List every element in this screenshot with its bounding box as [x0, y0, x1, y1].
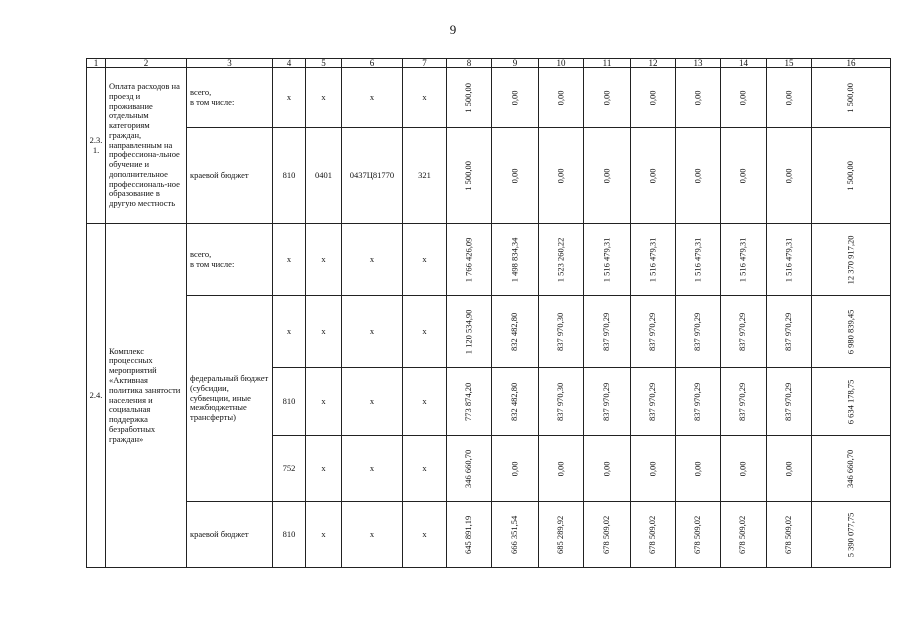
amount-text: 0,00: [601, 90, 612, 105]
header-row: [87, 59, 891, 68]
amount-cell: [631, 502, 676, 568]
amount-cell: [812, 224, 891, 296]
item-code: 2.4.: [87, 224, 106, 568]
amount-text: 773 874,20: [463, 382, 474, 421]
header-cell: 6: [342, 59, 403, 68]
amount-text: 1 523 260,22: [555, 237, 566, 282]
amount-text: 0,00: [737, 461, 748, 476]
amount-cell: [812, 128, 891, 224]
amount-cell: [721, 296, 767, 368]
amount-cell: [721, 224, 767, 296]
item-name: Оплата расходов на проезд и проживание отдельным категориям граждан, направленным на профессиона-льное обучение и дополнительное профессиональ-ное образование в другую местность: [106, 68, 187, 224]
amount-text: 0,00: [509, 461, 520, 476]
header-cell: 16: [812, 59, 891, 68]
amount-text: 837 970,29: [647, 382, 658, 421]
amount-cell: [447, 436, 492, 502]
amount-text: 346 660,70: [845, 449, 856, 488]
amount-cell: [492, 128, 539, 224]
header-cell: 2: [106, 59, 187, 68]
section-code: х: [306, 502, 342, 568]
amount-cell: [539, 296, 584, 368]
amount-cell: [767, 436, 812, 502]
amount-cell: [767, 224, 812, 296]
amount-text: 666 351,54: [509, 515, 520, 554]
amount-text: 12 370 917,20: [845, 235, 856, 284]
budget-table: [86, 58, 891, 568]
amount-text: 837 970,29: [692, 382, 703, 421]
expense-type-code: х: [403, 436, 447, 502]
amount-cell: [812, 368, 891, 436]
header-cell: 12: [631, 59, 676, 68]
amount-text: 1 516 479,31: [647, 237, 658, 282]
amount-text: 832 482,80: [509, 382, 520, 421]
header-cell: 7: [403, 59, 447, 68]
admin-code: 810: [273, 502, 306, 568]
target-code: х: [342, 224, 403, 296]
amount-cell: [492, 68, 539, 128]
amount-text: 837 970,29: [601, 382, 612, 421]
amount-cell: [584, 436, 631, 502]
admin-code: х: [273, 224, 306, 296]
amount-cell: [539, 224, 584, 296]
admin-code: х: [273, 68, 306, 128]
target-code: 0437Ц81770: [342, 128, 403, 224]
amount-text: 0,00: [692, 90, 703, 105]
amount-cell: [631, 224, 676, 296]
amount-cell: [812, 68, 891, 128]
amount-cell: [492, 296, 539, 368]
target-code: х: [342, 502, 403, 568]
table-row: [87, 224, 891, 296]
header-cell: 15: [767, 59, 812, 68]
amount-cell: [447, 368, 492, 436]
amount-cell: [676, 436, 721, 502]
amount-text: 1 516 479,31: [737, 237, 748, 282]
amount-cell: [492, 436, 539, 502]
section-code: х: [306, 68, 342, 128]
amount-cell: [447, 68, 492, 128]
amount-cell: [721, 128, 767, 224]
amount-text: 1 766 426,09: [463, 237, 474, 282]
amount-text: 0,00: [555, 90, 566, 105]
amount-text: 1 500,00: [845, 160, 856, 191]
amount-text: 0,00: [509, 168, 520, 183]
amount-cell: [767, 296, 812, 368]
amount-text: 837 970,29: [737, 312, 748, 351]
amount-cell: [721, 368, 767, 436]
amount-cell: [492, 368, 539, 436]
table-row: [87, 128, 891, 224]
section-code: х: [306, 436, 342, 502]
amount-text: 1 516 479,31: [692, 237, 703, 282]
header-cell: 11: [584, 59, 631, 68]
amount-text: 0,00: [555, 461, 566, 476]
amount-cell: [492, 502, 539, 568]
section-code: х: [306, 224, 342, 296]
header-cell: 5: [306, 59, 342, 68]
amount-cell: [584, 68, 631, 128]
amount-text: 832 482,80: [509, 312, 520, 351]
expense-type-code: х: [403, 368, 447, 436]
target-code: х: [342, 68, 403, 128]
amount-text: 0,00: [555, 168, 566, 183]
amount-cell: [767, 368, 812, 436]
amount-cell: [767, 502, 812, 568]
amount-cell: [721, 502, 767, 568]
funding-source: краевой бюджет: [187, 128, 273, 224]
amount-text: 6 980 839,45: [845, 309, 856, 354]
item-name: Комплекс процессных мероприятий «Активная политика занятости населения и социальная поддержка безработных граждан»: [106, 224, 187, 568]
amount-text: 0,00: [692, 168, 703, 183]
amount-cell: [631, 296, 676, 368]
amount-text: 678 509,02: [601, 515, 612, 554]
amount-text: 645 891,19: [463, 515, 474, 554]
amount-cell: [631, 436, 676, 502]
amount-text: 0,00: [509, 90, 520, 105]
expense-type-code: х: [403, 68, 447, 128]
amount-cell: [584, 224, 631, 296]
item-code: 2.3. 1.: [87, 68, 106, 224]
amount-cell: [676, 68, 721, 128]
header-cell: 9: [492, 59, 539, 68]
amount-text: 0,00: [647, 461, 658, 476]
amount-cell: [631, 68, 676, 128]
expense-type-code: х: [403, 502, 447, 568]
amount-text: 1 500,00: [463, 82, 474, 113]
amount-text: 0,00: [647, 90, 658, 105]
table-row: [87, 68, 891, 128]
admin-code: 752: [273, 436, 306, 502]
header-cell: 13: [676, 59, 721, 68]
amount-text: 1 500,00: [845, 82, 856, 113]
amount-cell: [539, 502, 584, 568]
amount-cell: [676, 296, 721, 368]
amount-text: 837 970,29: [647, 312, 658, 351]
amount-cell: [767, 68, 812, 128]
amount-text: 0,00: [647, 168, 658, 183]
amount-cell: [631, 368, 676, 436]
table-row: [87, 502, 891, 568]
amount-text: 5 390 077,75: [845, 512, 856, 557]
amount-text: 0,00: [783, 461, 794, 476]
funding-source: краевой бюджет: [187, 502, 273, 568]
amount-cell: [539, 68, 584, 128]
amount-cell: [447, 502, 492, 568]
amount-text: 678 509,02: [783, 515, 794, 554]
header-cell: 14: [721, 59, 767, 68]
amount-text: 837 970,29: [783, 312, 794, 351]
amount-text: 678 509,02: [692, 515, 703, 554]
amount-text: 1 500,00: [463, 160, 474, 191]
amount-text: 678 509,02: [647, 515, 658, 554]
amount-cell: [676, 368, 721, 436]
amount-cell: [492, 224, 539, 296]
amount-text: 678 509,02: [737, 515, 748, 554]
admin-code: х: [273, 296, 306, 368]
amount-cell: [584, 368, 631, 436]
amount-text: 0,00: [737, 168, 748, 183]
amount-text: 0,00: [783, 90, 794, 105]
header-cell: 10: [539, 59, 584, 68]
amount-text: 0,00: [601, 168, 612, 183]
amount-text: 1 498 834,34: [509, 237, 520, 282]
amount-cell: [539, 128, 584, 224]
section-code: х: [306, 368, 342, 436]
amount-text: 346 660,70: [463, 449, 474, 488]
amount-cell: [767, 128, 812, 224]
amount-cell: [539, 436, 584, 502]
header-cell: 1: [87, 59, 106, 68]
amount-text: 6 634 178,75: [845, 379, 856, 424]
amount-text: 0,00: [737, 90, 748, 105]
header-cell: 3: [187, 59, 273, 68]
target-code: х: [342, 368, 403, 436]
amount-text: 685 289,92: [555, 515, 566, 554]
amount-cell: [676, 128, 721, 224]
amount-cell: [584, 296, 631, 368]
expense-type-code: 321: [403, 128, 447, 224]
funding-source: всего, в том числе:: [187, 68, 273, 128]
amount-cell: [676, 502, 721, 568]
expense-type-code: х: [403, 224, 447, 296]
amount-cell: [447, 296, 492, 368]
amount-cell: [447, 224, 492, 296]
amount-cell: [721, 436, 767, 502]
amount-text: 837 970,29: [737, 382, 748, 421]
amount-cell: [631, 128, 676, 224]
admin-code: 810: [273, 128, 306, 224]
amount-text: 1 120 534,90: [463, 309, 474, 354]
amount-text: 0,00: [692, 461, 703, 476]
amount-text: 1 516 479,31: [601, 237, 612, 282]
amount-text: 837 970,29: [783, 382, 794, 421]
funding-source: федеральный бюджет (субсидии, субвенции, иные межбюджетные трансферты): [187, 296, 273, 502]
amount-text: 837 970,29: [692, 312, 703, 351]
amount-cell: [812, 436, 891, 502]
header-cell: 8: [447, 59, 492, 68]
amount-text: 1 516 479,31: [783, 237, 794, 282]
amount-cell: [812, 296, 891, 368]
amount-cell: [721, 68, 767, 128]
amount-cell: [584, 502, 631, 568]
section-code: 0401: [306, 128, 342, 224]
funding-source: всего, в том числе:: [187, 224, 273, 296]
page-number: 9: [449, 22, 457, 37]
amount-text: 837 970,29: [601, 312, 612, 351]
section-code: х: [306, 296, 342, 368]
amount-cell: [584, 128, 631, 224]
header-cell: 4: [273, 59, 306, 68]
amount-cell: [447, 128, 492, 224]
amount-cell: [539, 368, 584, 436]
table-row: [87, 296, 891, 368]
expense-type-code: х: [403, 296, 447, 368]
admin-code: 810: [273, 368, 306, 436]
amount-cell: [676, 224, 721, 296]
amount-text: 837 970,30: [555, 382, 566, 421]
target-code: х: [342, 436, 403, 502]
amount-cell: [812, 502, 891, 568]
target-code: х: [342, 296, 403, 368]
amount-text: 0,00: [783, 168, 794, 183]
amount-text: 0,00: [601, 461, 612, 476]
amount-text: 837 970,30: [555, 312, 566, 351]
